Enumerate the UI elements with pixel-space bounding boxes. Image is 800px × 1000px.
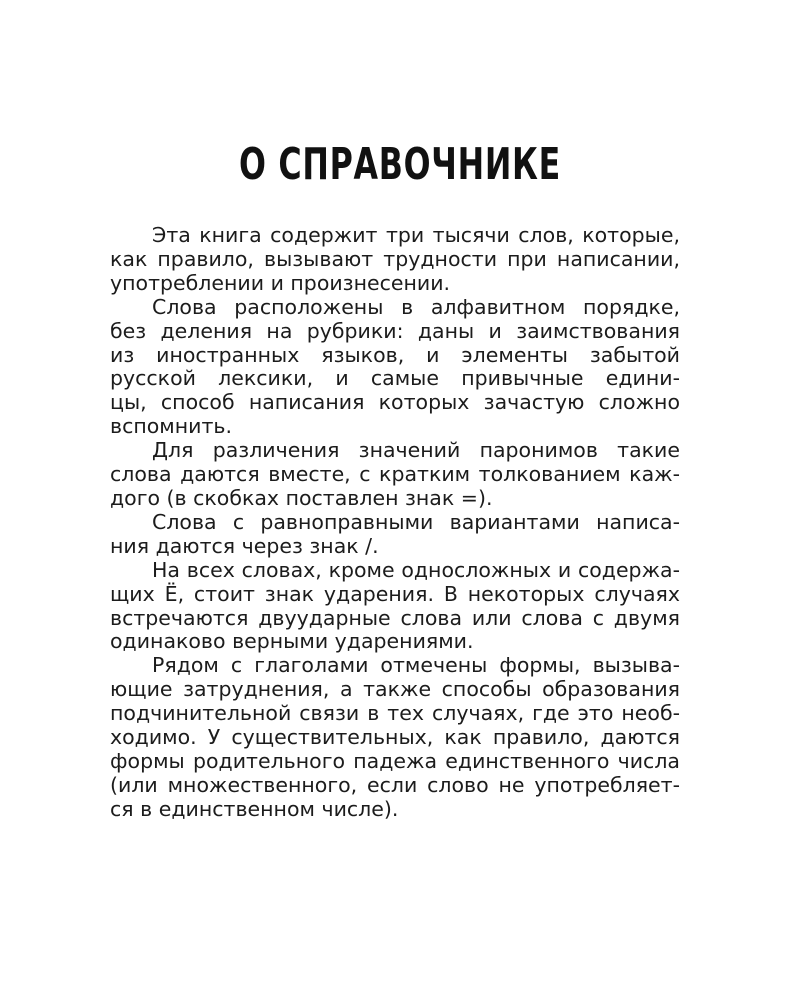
- text-line: дого (в скобках поставлен знак =).: [110, 485, 493, 510]
- paragraph-4: [110, 511, 680, 559]
- text-line: употреблении и произнесении.: [110, 270, 451, 295]
- text-line: слова даются вместе, с кратким толкованием каж-: [110, 462, 680, 487]
- text-line: вспомнить.: [110, 414, 233, 439]
- paragraph-3: [110, 439, 680, 511]
- text-line: Для различения значений паронимов такие: [152, 438, 680, 463]
- text-line: На всех словах, кроме односложных и содержа-: [152, 557, 680, 582]
- text-line: как правило, вызывают трудности при написании,: [110, 246, 680, 271]
- text-line: ся в единственном числе).: [110, 796, 399, 821]
- text-line: встречаются двуударные слова или слова с двумя: [110, 605, 680, 630]
- text-line: Слова с равноправными вариантами написа-: [152, 509, 680, 534]
- text-line: (или множественного, если слово не употребляет-: [110, 772, 680, 797]
- text-line: из иностранных языков, и элементы забытой: [110, 342, 680, 367]
- text-line: щих Ё, стоит знак ударения. В некоторых случаях: [110, 581, 680, 606]
- text-line: ющие затруднения, а также способы образования: [110, 677, 680, 702]
- text-line: Рядом с глаголами отмечены формы, вызыва-: [152, 653, 680, 678]
- text-line: подчинительной связи в тех случаях, где это необ-: [110, 701, 680, 726]
- paragraph-1: [110, 224, 680, 296]
- body-text: [110, 224, 680, 822]
- paragraph-2: [110, 296, 680, 439]
- text-line: одинаково верными ударениями.: [110, 629, 474, 654]
- page-title: О СПРАВОЧНИКЕ: [238, 139, 562, 190]
- text-line: цы, способ написания которых зачастую сложно: [110, 390, 680, 415]
- text-line: Эта книга содержит три тысячи слов, которые,: [152, 223, 680, 247]
- text-line: ния даются через знак /.: [110, 533, 379, 558]
- text-line: без деления на рубрики: даны и заимствования: [110, 318, 680, 343]
- text-line: Слова расположены в алфавитном порядке,: [152, 294, 680, 319]
- paragraph-5: [110, 559, 680, 655]
- paragraph-6: [110, 654, 680, 821]
- text-line: ходимо. У существительных, как правило, даются: [110, 725, 680, 750]
- text-line: формы родительного падежа единственного числа: [110, 748, 680, 773]
- text-line: русской лексики, и самые привычные едини-: [110, 366, 680, 391]
